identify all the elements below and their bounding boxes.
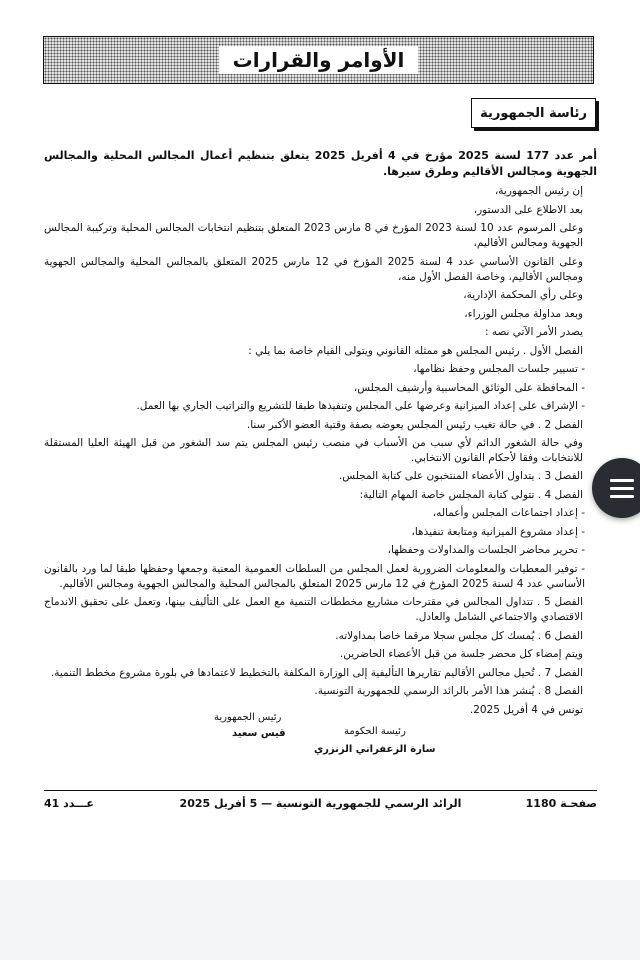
pm-title: رئيسة الحكومة: [344, 726, 406, 737]
section-banner: [43, 36, 594, 84]
paragraph: وعلى المرسوم عدد 10 لسنة 2023 المؤرخ في 8 مارس 2023 المتعلق بتنظيم انتخابات المجالس المحلية وتركيبة المجالس الجهوية ومجالس الأقاليم،: [44, 222, 584, 250]
decree-title: أمر عدد 177 لسنة 2025 مؤرخ في 4 أفريل 2025 يتعلق بتنظيم أعمال المجالس المحلية والمجالس الجهوية ومجالس الأقاليم وطرق سيرها.: [44, 149, 597, 178]
paragraph: يصدر الأمر الآتي نصه :: [484, 326, 583, 339]
footer-divider: [44, 790, 597, 791]
page-number: صفحـة 1180: [525, 797, 597, 810]
paragraph: وعلى رأي المحكمة الإدارية،: [463, 289, 583, 302]
article-4: الفصل 4 . تتولى كتابة المجلس خاصة المهام التالية:: [359, 488, 583, 501]
banner-title: الأوامر والقرارات: [219, 46, 419, 74]
article-2: الفصل 2 . في حالة تغيب رئيس المجلس يعوضه بصفة وقتية العضو الأكبر سنا.: [246, 418, 583, 431]
article-5: الفصل 5 . تتداول المجالس في مقترحات مشاريع مخططات التنمية مع العمل على التأليف بينها، وتعمل على تحقيق الاندماج الاقتصادي والاجتماعي الشامل والعادل.: [44, 596, 583, 624]
list-item: - تحرير محاضر الجلسات والمداولات وحفظها،: [387, 544, 585, 557]
article-7: الفصل 7 . تُحيل مجالس الأقاليم تقاريرها التأليفية إلى الوزارة المكلفة بالتخطيط لاعتمادها في بلورة مشروع مخطط التنمية.: [50, 666, 583, 679]
date-line: تونس في 4 أفريل 2025.: [469, 703, 583, 716]
article-8: الفصل 8 . يُنشر هذا الأمر بالرائد الرسمي للجمهورية التونسية.: [314, 685, 583, 698]
paragraph: وفي حالة الشغور الدائم لأي سبب من الأسباب في منصب رئيس المجلس يتم سد الشغور من قبل الهيئة العليا المستقلة للانتخابات وفقا لأحكام القانون الانتخابي.: [44, 437, 583, 464]
paragraph: ويتم إمضاء كل محضر جلسة من قبل الأعضاء الحاضرين.: [339, 648, 583, 661]
list-item: - المحافظة على الوثائق المحاسبية وأرشيف المجلس،: [353, 381, 585, 394]
list-item: - إعداد مشروع الميزانية ومتابعة تنفيذها،: [411, 525, 585, 538]
viewer-background: [0, 880, 640, 960]
issue-number: عـــدد 41: [44, 797, 94, 810]
menu-bar: [610, 487, 634, 490]
page-footer: [44, 797, 597, 813]
paragraph: وعلى القانون الأساسي عدد 4 لسنة 2025 المؤرخ في 12 مارس 2025 المتعلق بالمجالس المحلية والمجالس الجهوية ومجالس الأقاليم، وخاصة الفصل الأول منه،: [44, 255, 583, 283]
article-1: الفصل الأول . رئيس المجلس هو ممثله القانوني ويتولى القيام خاصة بما يلي :: [248, 344, 583, 357]
list-item: - إعداد اجتماعات المجلس وأعماله،: [432, 507, 585, 520]
menu-bar: [610, 479, 634, 482]
paragraph: وبعد مداولة مجلس الوزراء،: [464, 307, 583, 320]
decree-body: [44, 148, 597, 721]
article-6: الفصل 6 . يُمسك كل مجلس سجلا مرقما خاصا بمداولاته.: [335, 629, 583, 642]
president-title: رئيس الجمهورية: [214, 712, 282, 723]
pm-name: سارة الزعفراني الزنزري: [314, 744, 436, 755]
paragraph: إن رئيس الجمهورية،: [494, 185, 583, 198]
journal-title: الرائد الرسمي للجمهورية التونسية — 5 أفريل 2025: [179, 797, 462, 810]
section-title: رئاسة الجمهورية: [471, 98, 596, 128]
paragraph: بعد الاطلاع على الدستور،: [473, 203, 583, 216]
menu-bar: [610, 495, 634, 498]
president-name: قيس سعيد: [232, 728, 286, 739]
list-item: - تسيير جلسات المجلس وحفظ نظامها،: [413, 363, 585, 376]
article-3: الفصل 3 . يتداول الأعضاء المنتخبون على كتابة المجلس.: [338, 470, 583, 483]
list-item: - توفير المعطيات والمعلومات الضرورية لعمل المجلس من السلطات العمومية المعنية وجمعها وحفظها طبقا لما ورد بالقانون الأساسي عدد 4 لسنة 2025 المؤرخ في 12 مارس 2025 المتعلق بالمجالس المحلية والمجالس الجهوية ومجالس الأقاليم.: [44, 562, 585, 590]
list-item: - الإشراف على إعداد الميزانية وعرضها على المجلس وتنفيذها طبقا للتشريع والتراتيب الجاري بها العمل.: [136, 400, 585, 413]
